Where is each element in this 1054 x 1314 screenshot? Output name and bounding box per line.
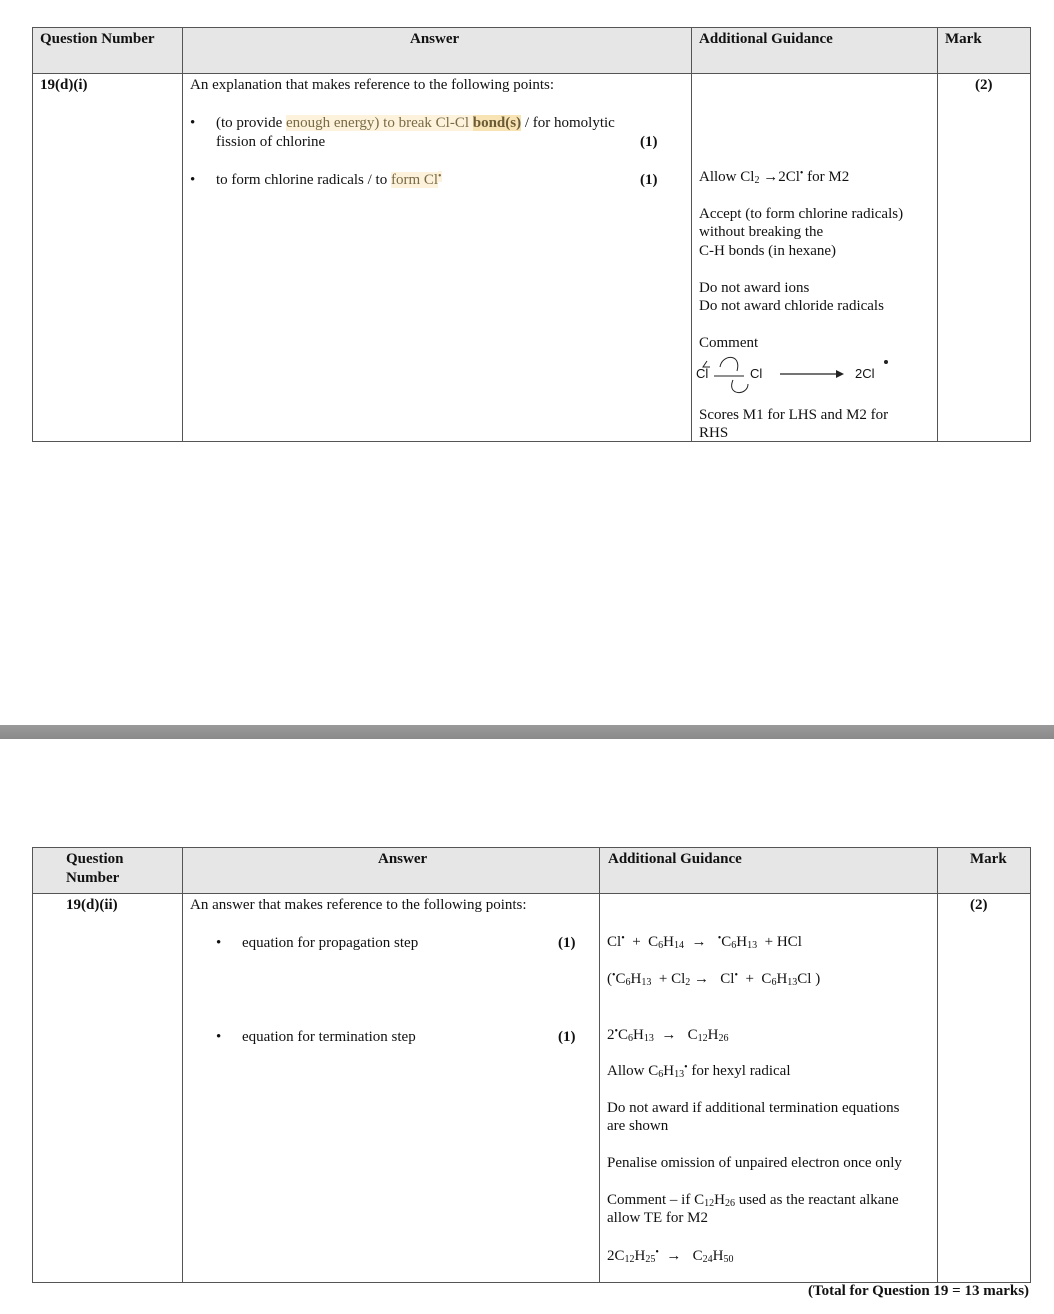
question-number-cell [33, 74, 183, 442]
answer-point-2-mark: (1) [558, 1029, 576, 1045]
diagram-product: 2Cl [855, 366, 875, 381]
answer-point-1-mark: (1) [640, 134, 658, 150]
guidance-no-ions: Do not award ions [699, 280, 810, 296]
answer-intro: An answer that makes reference to the following points: [190, 897, 527, 913]
guidance-accept-line1: Accept (to form chlorine radicals) [699, 206, 904, 222]
bullet: • [216, 1029, 222, 1045]
guidance-allow: Allow $Cl_2 \to 2Cl^•$ for M2 [699, 168, 850, 186]
guidance-scores-line1: Scores M1 for LHS and M2 for [699, 407, 889, 423]
radical-dot-icon [884, 360, 888, 364]
answer-point-1: (to provide enough energy) to break Cl-Cl bond(s) / for homolytic [216, 115, 615, 131]
header-mark: Mark [938, 28, 1031, 74]
guidance-comment-line2: allow TE for M2 [607, 1210, 708, 1226]
guidance-not-award-line1: Do not award if additional termination equations [607, 1100, 900, 1116]
answer-point-1: equation for propagation step [242, 935, 419, 951]
guidance-scores-line2: RHS [699, 425, 729, 441]
answer-point-2: equation for termination step [242, 1029, 416, 1045]
guidance-allow-hexyl: Allow $C_6H_{13}^•$ for hexyl radical [607, 1062, 791, 1080]
header-mark: Mark [938, 848, 1031, 894]
guidance-accept-line2: without breaking the [699, 224, 824, 240]
guidance-penalise: Penalise omission of unpaired electron once only [607, 1155, 902, 1171]
page-separator [0, 725, 1054, 739]
termination-equation: $2^•C_6H_{13} \to C_{12}H_{26}$ [607, 1026, 729, 1044]
answer-point-1-line2: fission of chlorine [216, 134, 326, 150]
bullet: • [216, 935, 222, 951]
guidance-cell [692, 74, 938, 442]
guidance-cell [600, 894, 938, 1283]
mark-cell [938, 74, 1031, 442]
mark-scheme-table-19di [32, 27, 1031, 442]
guidance-comment: Comment [699, 335, 759, 351]
question-number: 19(d)(ii) [66, 897, 118, 913]
curly-arrow-bottom-icon [732, 380, 748, 393]
question-number-cell [33, 894, 183, 1283]
mark-cell [938, 894, 1031, 1283]
question-number: 19(d)(i) [40, 77, 88, 93]
header-answer: Answer [183, 848, 600, 894]
propagation-equation-alt: ($^•C_6H_{13} + Cl_2 \to Cl^• + C_6H_{13}Cl$ ) [607, 970, 821, 988]
answer-cell [183, 894, 600, 1283]
mark-value: (2) [970, 897, 988, 913]
answer-point-1-mark: (1) [558, 935, 576, 951]
answer-point-2: to form chlorine radicals / to form Cl• [216, 171, 442, 188]
homolytic-fission-diagram [696, 354, 900, 398]
curly-arrow-top-icon [720, 357, 738, 371]
header-additional-guidance: Additional Guidance [692, 28, 938, 74]
propagation-equation: $Cl^• + C_6H_{14} \to ^•C_6H_{13}$ + HCl [607, 933, 802, 951]
bullet: • [190, 172, 196, 188]
guidance-accept-line3: C-H bonds (in hexane) [699, 243, 837, 259]
header-question-number: Question Number [33, 848, 183, 894]
header-additional-guidance: Additional Guidance [600, 848, 938, 894]
answer-cell [183, 74, 692, 442]
guidance-comment: Comment – if $C_{12}H_{26}$ used as the reactant alkane [607, 1192, 899, 1209]
mark-value: (2) [975, 77, 993, 93]
total-marks: (Total for Question 19 = 13 marks) [808, 1283, 1030, 1299]
diagram-cl-right: Cl [750, 366, 763, 381]
answer-intro: An explanation that makes reference to the following points: [190, 77, 555, 93]
header-question-number: Question Number [33, 28, 183, 74]
header-answer: Answer [183, 28, 692, 74]
guidance-no-chloride: Do not award chloride radicals [699, 298, 884, 314]
bullet: • [190, 115, 196, 131]
answer-point-2-mark: (1) [640, 172, 658, 188]
guidance-not-award-line2: are shown [607, 1118, 669, 1134]
reaction-arrowhead-icon [836, 370, 844, 378]
diagram-cl-left: Cl [696, 366, 709, 381]
mark-scheme-table-19dii [32, 847, 1031, 1283]
te-equation: $2C_{12}H_{25}^• \to C_{24}H_{50}$ [607, 1247, 734, 1265]
